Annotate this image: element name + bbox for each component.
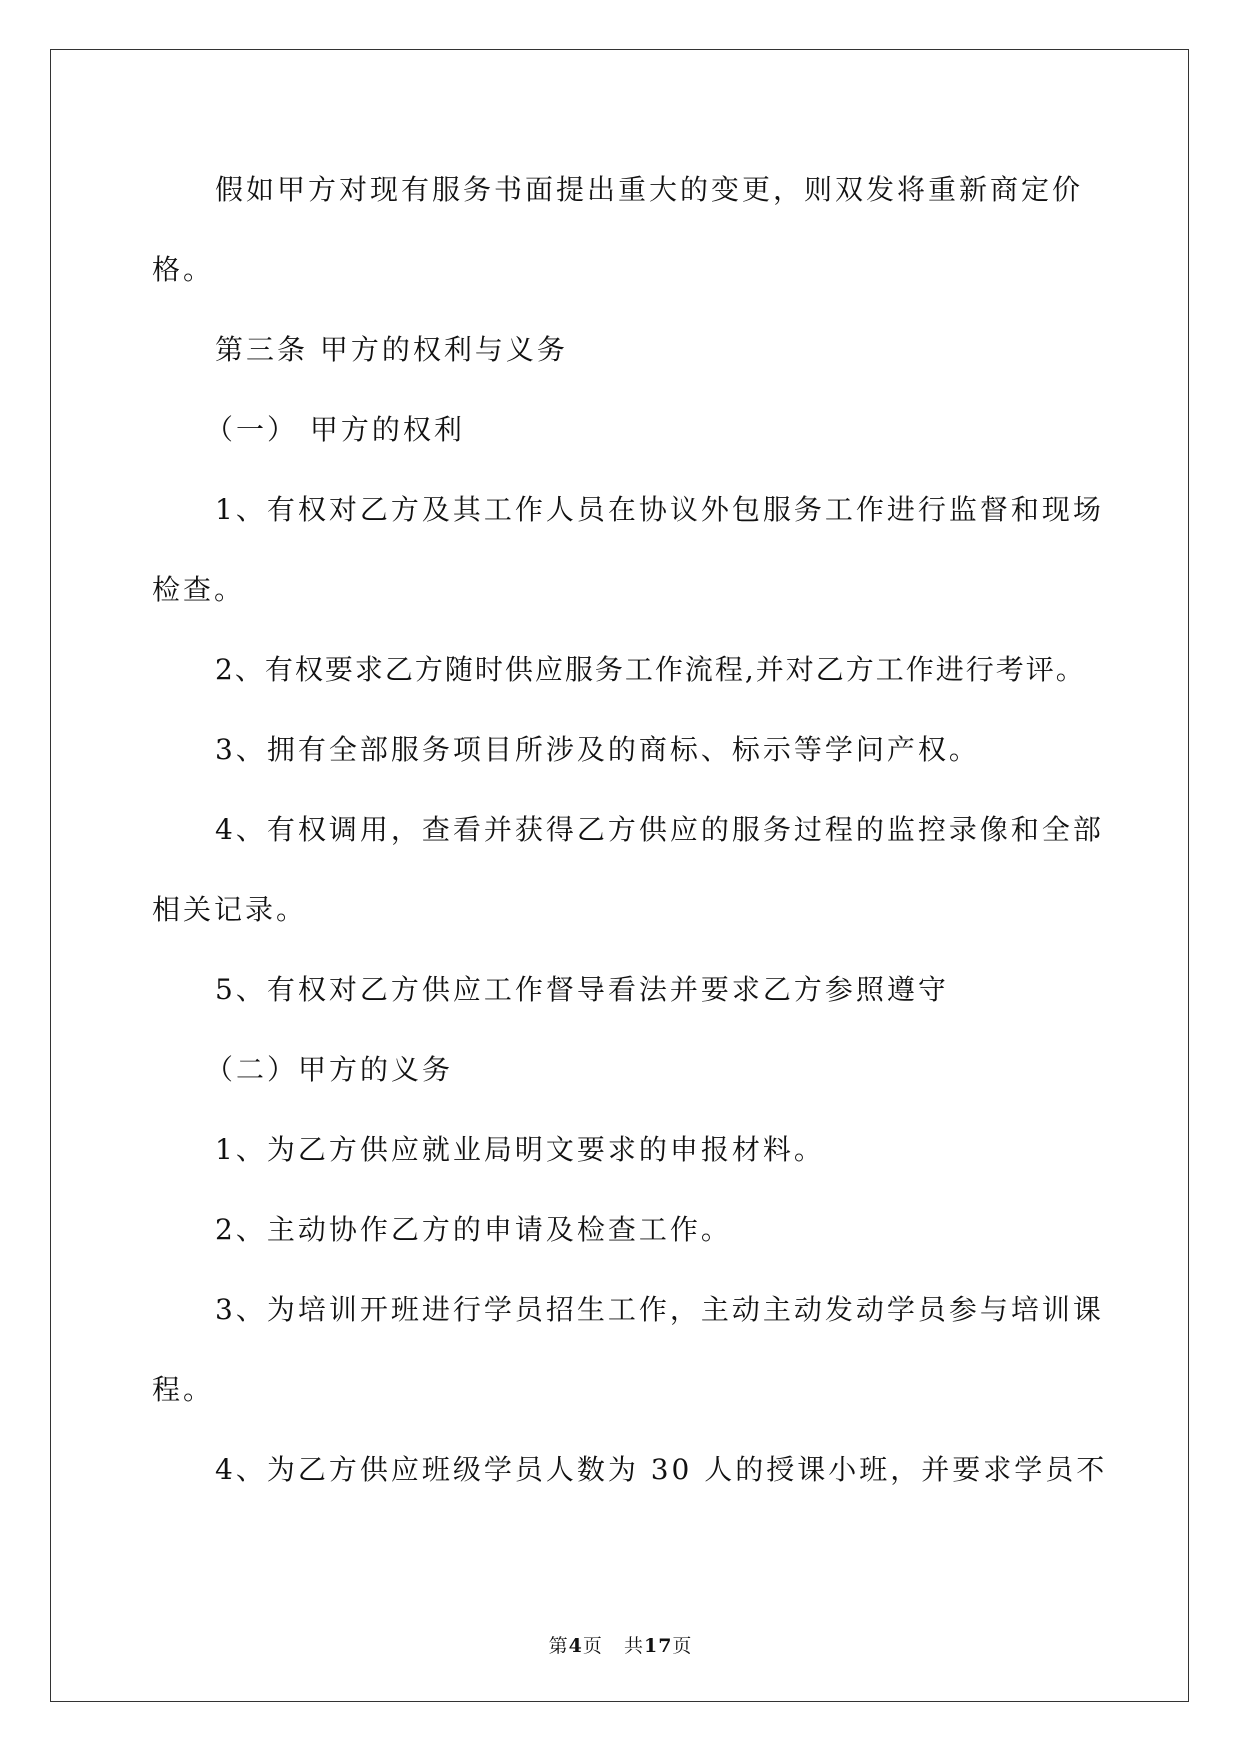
footer-page-suffix: 页 xyxy=(582,1635,603,1657)
list-item: 4、有权调用，查看并获得乙方供应的服务过程的监控录像和全部 xyxy=(215,813,1104,846)
list-item: 2、主动协作乙方的申请及检查工作。 xyxy=(215,1213,732,1246)
page-footer xyxy=(0,1634,1241,1658)
footer-total-prefix: 共 xyxy=(623,1635,644,1657)
paragraph-line: 格。 xyxy=(152,253,215,286)
list-item: 2、有权要求乙方随时供应服务工作流程,并对乙方工作进行考评。 xyxy=(215,653,1086,686)
list-item: 1、为乙方供应就业局明文要求的申报材料。 xyxy=(215,1133,825,1166)
footer-total-pages: 17 xyxy=(643,1635,673,1657)
list-item: 4、为乙方供应班级学员人数为 30 人的授课小班，并要求学员不 xyxy=(215,1453,1108,1486)
section-heading: 第三条 甲方的权利与义务 xyxy=(215,333,568,366)
paragraph-line: 假如甲方对现有服务书面提出重大的变更，则双发将重新商定价 xyxy=(215,173,1084,206)
footer-total-suffix: 页 xyxy=(672,1635,693,1657)
list-item: 1、有权对乙方及其工作人员在协议外包服务工作进行监督和现场 xyxy=(215,493,1104,526)
list-item-continuation: 程。 xyxy=(152,1373,215,1406)
subsection-heading: （二）甲方的义务 xyxy=(205,1053,454,1086)
list-item: 3、为培训开班进行学员招生工作，主动主动发动学员参与培训课 xyxy=(215,1293,1104,1326)
subsection-heading: （一） 甲方的权利 xyxy=(205,413,465,446)
list-item-continuation: 检查。 xyxy=(152,573,246,606)
list-item: 3、拥有全部服务项目所涉及的商标、标示等学问产权。 xyxy=(215,733,980,766)
list-item-continuation: 相关记录。 xyxy=(152,893,308,926)
footer-prefix: 第 xyxy=(548,1635,569,1657)
footer-page-number: 4 xyxy=(568,1635,583,1657)
list-item: 5、有权对乙方供应工作督导看法并要求乙方参照遵守 xyxy=(215,973,949,1006)
